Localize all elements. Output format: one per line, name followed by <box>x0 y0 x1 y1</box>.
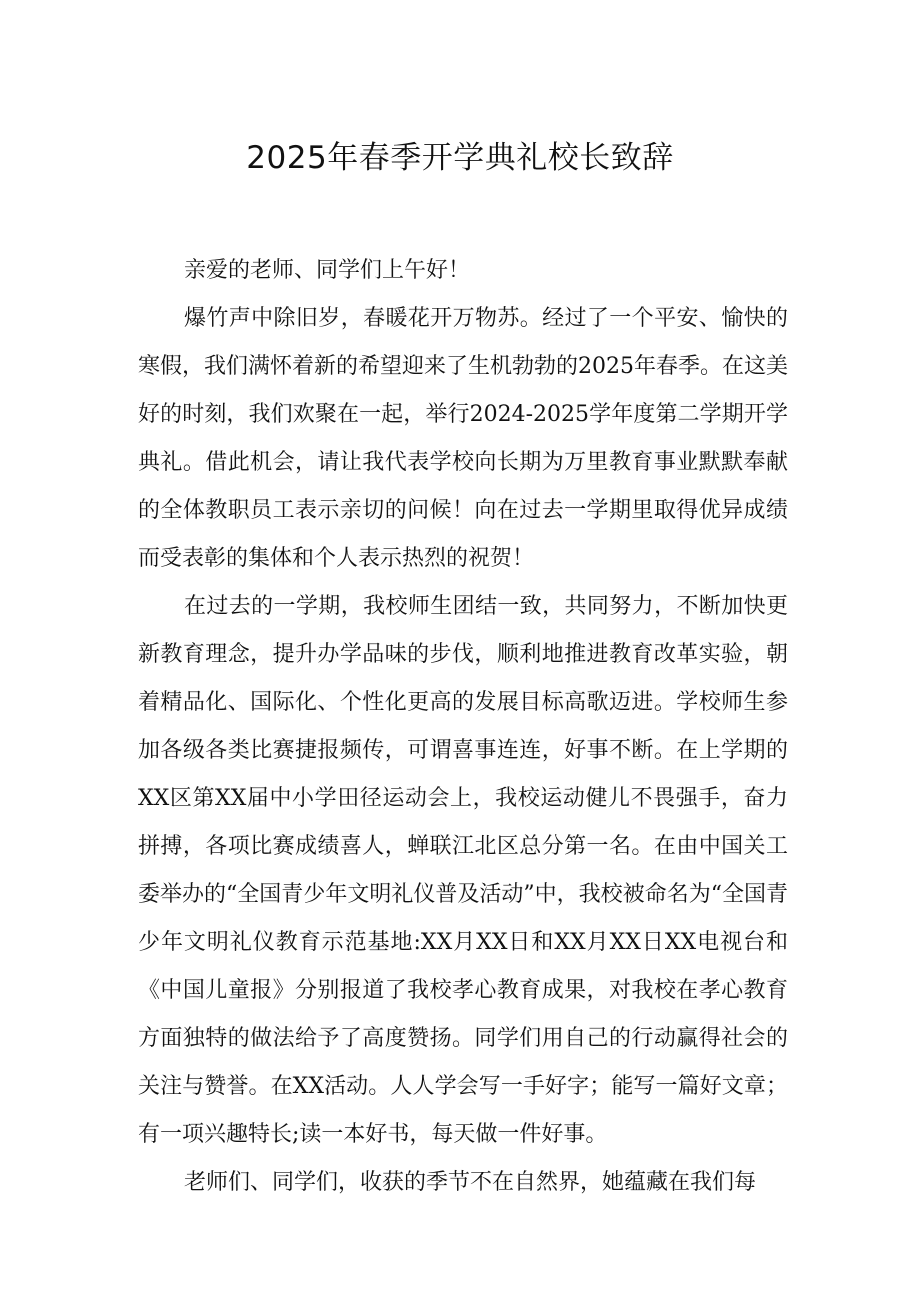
paragraph-greeting: 亲爱的老师、同学们上午好！ <box>184 258 471 283</box>
document-title: 2025年春季开学典礼校长致辞 <box>246 140 674 176</box>
document-body <box>138 247 788 1207</box>
paragraph-opening: 爆竹声中除旧岁，春暖花开万物苏。经过了一个平安、愉快的寒假，我们满怀着新的希望迎来了生机勃勃的2025年春季。在这美好的时刻，我们欢聚在一起，举行2024-2025学年度第二学期开学典礼。借此机会，请让我代表学校向长期为万里教育事业默默奉献的全体教职员工表示亲切的问候！向在过去一学期里取得优异成绩而受表彰的集体和个人表示热烈的祝贺！ <box>138 306 788 571</box>
paragraph-achievements: 在过去的一学期，我校师生团结一致，共同努力，不断加快更新教育理念，提升办学品味的步伐，顺利地推进教育改革实验，朝着精品化、国际化、个性化更高的发展目标高歌迈进。学校师生参加各级各类比赛捷报频传，可谓喜事连连，好事不断。在上学期的XX区第XX届中小学田径运动会上，我校运动健儿不畏强手，奋力拼搏，各项比赛成绩喜人，蝉联江北区总分第一名。在由中国关工委举办的“全国青少年文明礼仪普及活动”中，我校被命名为“全国青少年文明礼仪教育示范基地:XX月XX日和XX月XX日XX电视台和《中国儿童报》分别报道了我校孝心教育成果，对我校在孝心教育方面独特的做法给予了高度赞扬。同学们用自己的行动赢得社会的关注与赞誉。在XX活动。人人学会写一手好字；能写一篇好文章；有一项兴趣特长;读一本好书，每天做一件好事。 <box>138 594 788 1147</box>
paragraph-closing: 老师们、同学们，收获的季节不在自然界，她蕴藏在我们每 <box>184 1170 757 1195</box>
